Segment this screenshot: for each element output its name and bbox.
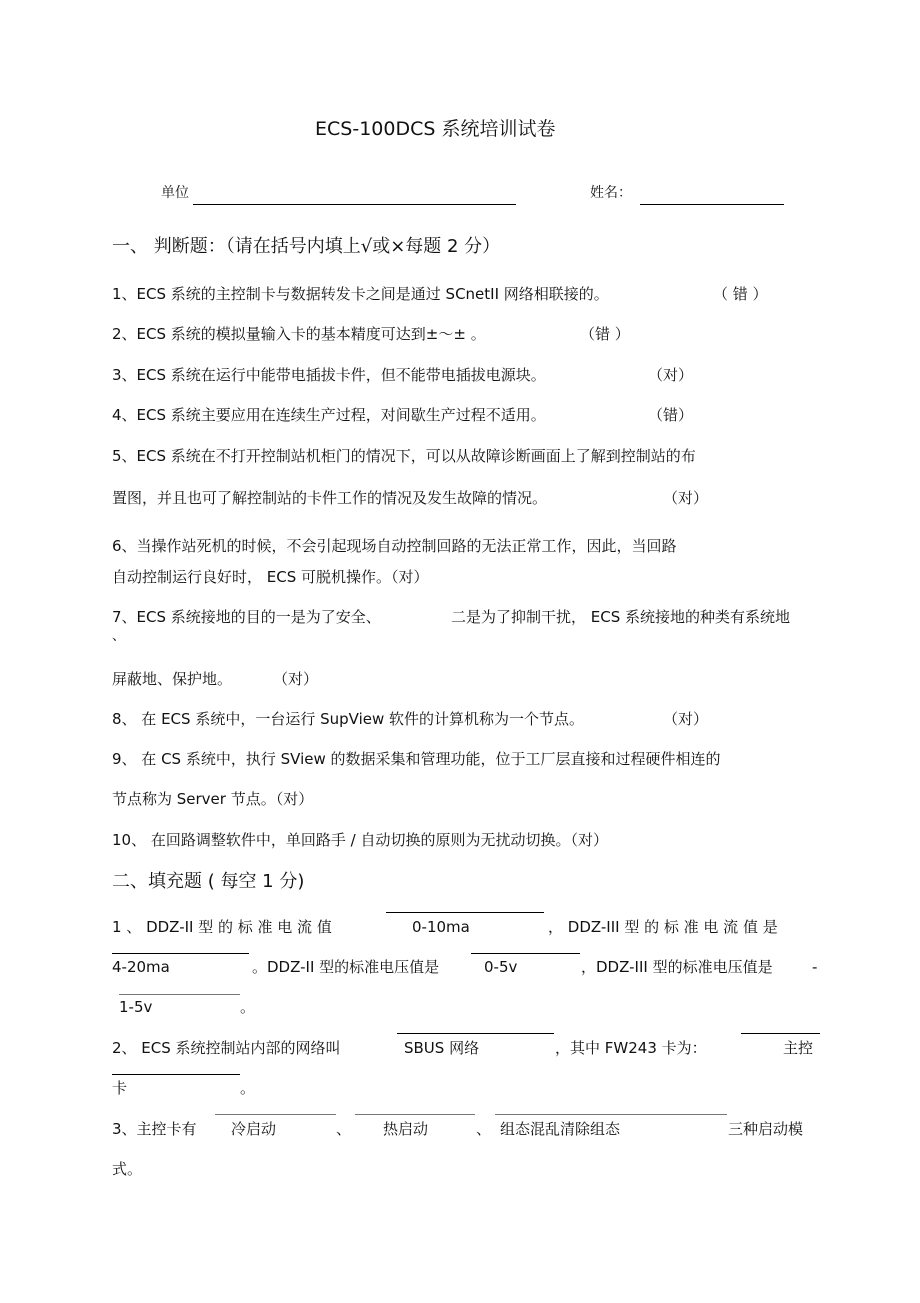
fill-1-dash: - [812,958,818,976]
question-1: 1、ECS 系统的主控制卡与数据转发卡之间是通过 SCnetII 网络相联接的。 [112,285,609,303]
question-4-answer: （错） [648,406,694,424]
unit-label: 单位 [161,185,189,201]
question-5-answer: （对） [663,489,709,507]
fill-2-part-a: 2、 ECS 系统控制站内部的网络叫 [112,1039,341,1057]
fill-2-part-c: ，其中 FW243 卡为： [555,1039,707,1057]
question-7-answer: （对） [273,670,319,688]
fill-1-answer-1: 0-10ma [412,918,470,936]
question-7-part-a: 7、ECS 系统接地的目的一是为了安全、 [112,608,381,626]
question-7-line-2: 屏蔽地、保护地。 [112,670,233,688]
question-9-line-1: 9、 在 CS 系统中，执行 SView 的数据采集和管理功能，位于工厂层直接和过程硬件相连的 [112,750,721,768]
question-10: 10、 在回路调整软件中，单回路手 / 自动切换的原则为无扰动切换。（对） [112,831,608,849]
fill-2-blank-2[interactable] [741,1033,820,1034]
fill-2-answer-1: SBUS 网络 [404,1039,480,1057]
question-2-answer: （错 ） [580,325,630,343]
question-6-line-2: 自动控制运行良好时， ECS 可脱机操作。（对） [112,568,429,586]
fill-3-end: 式。 [112,1160,143,1178]
fill-1-blank-3[interactable] [471,953,580,954]
fill-3-answer-1: 冷启动 [231,1120,277,1138]
fill-3-blank-2[interactable] [355,1114,475,1115]
fill-1-blank-4[interactable] [119,994,240,995]
name-field-line[interactable] [640,204,784,205]
unit-field-line[interactable] [193,204,516,205]
fill-1-part-c: ， DDZ-III 型 的 标 准 电 流 值 是 [548,918,778,936]
question-8-answer: （对） [663,710,709,728]
fill-1-part-g: ，DDZ-III 型的标准电压值是 [581,958,773,976]
fill-3-sep-2: 、 [476,1120,492,1138]
fill-1-answer-2: 4-20ma [112,958,170,976]
question-7-part-b: 二是为了抑制干扰， ECS 系统接地的种类有系统地 [451,608,791,626]
question-8: 8、 在 ECS 系统中，一台运行 SupView 软件的计算机称为一个节点。 [112,710,585,728]
fill-2-answer-2a: 主控 [783,1039,814,1057]
question-7-part-c: 、 [112,629,126,644]
fill-1-end: 。 [240,998,256,1016]
fill-1-blank-1[interactable] [386,912,544,913]
fill-2-blank-2-continued[interactable] [112,1074,240,1075]
fill-1-part-a: 1 、 DDZ-II 型 的 标 准 电 流 值 [112,918,332,936]
fill-3-part-g: 三种启动模 [728,1120,804,1138]
question-1-answer: （ 错 ） [713,285,768,303]
fill-3-blank-1[interactable] [215,1114,336,1115]
fill-1-answer-3: 0-5v [484,958,518,976]
section2-heading: 二、填充题 ( 每空 1 分) [112,871,305,892]
fill-2-end: 。 [240,1079,256,1097]
fill-1-part-e: 。DDZ-II 型的标准电压值是 [252,958,440,976]
fill-3-sep-1: 、 [336,1120,352,1138]
fill-1-answer-4: 1-5v [119,998,153,1016]
fill-1-blank-2[interactable] [112,953,249,954]
question-3-answer: （对） [648,366,694,384]
section1-heading: 一、 判断题：（请在括号内填上√或×每题 2 分） [112,236,501,257]
fill-2-answer-2b: 卡 [112,1079,128,1097]
fill-3-part-a: 3、主控卡有 [112,1120,197,1138]
question-3: 3、ECS 系统在运行中能带电插拔卡件，但不能带电插拔电源块。 [112,366,546,384]
question-4: 4、ECS 系统主要应用在连续生产过程，对间歇生产过程不适用。 [112,406,546,424]
name-label: 姓名： [590,185,632,201]
fill-3-answer-2: 热启动 [383,1120,429,1138]
fill-3-blank-3[interactable] [495,1114,727,1115]
question-5-line-1: 5、ECS 系统在不打开控制站机柜门的情况下，可以从故障诊断画面上了解到控制站的布 [112,447,696,465]
page-title: ECS-100DCS 系统培训试卷 [315,118,556,140]
fill-2-blank-1[interactable] [397,1033,554,1034]
question-6-line-1: 6、当操作站死机的时候，不会引起现场自动控制回路的无法正常工作，因此，当回路 [112,537,677,555]
question-2: 2、ECS 系统的模拟量输入卡的基本精度可达到±～± 。 [112,325,486,343]
question-9-line-2: 节点称为 Server 节点。（对） [112,790,314,808]
fill-3-answer-3: 组态混乱清除组态 [500,1120,621,1138]
question-5-line-2: 置图，并且也可了解控制站的卡件工作的情况及发生故障的情况。 [112,489,548,507]
